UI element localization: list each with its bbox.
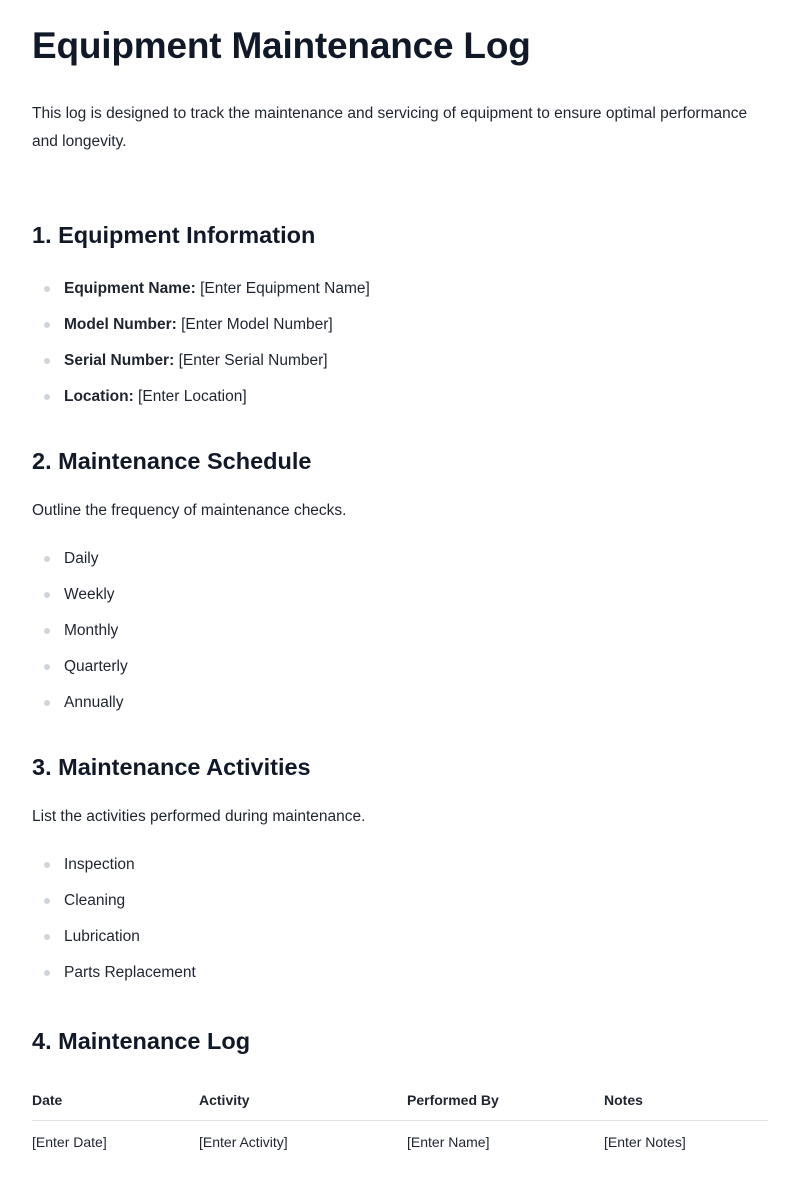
list-item — [32, 962, 768, 998]
section-heading-maintenance-schedule: 2. Maintenance Schedule — [32, 448, 312, 474]
list-item-model-number — [32, 314, 768, 350]
list-item — [32, 692, 768, 728]
section-heading-maintenance-log: 4. Maintenance Log — [32, 1028, 251, 1054]
list-item-text: Monthly — [64, 622, 119, 639]
field-label: Serial Number: — [64, 352, 175, 369]
column-header-performed-by: Performed By — [407, 1080, 604, 1121]
section-heading-equipment-information: 1. Equipment Information — [32, 222, 316, 248]
intro-paragraph: This log is designed to track the maintenance and servicing of equipment to ensure optimal performance and longevity. — [32, 105, 748, 150]
list-item-serial-number — [32, 350, 768, 386]
list-item-equipment-name — [32, 278, 768, 314]
bullet-icon — [44, 592, 50, 598]
bullet-icon — [44, 934, 50, 940]
table-cell-date: [Enter Date] — [32, 1134, 107, 1150]
field-value: [Enter Equipment Name] — [195, 280, 370, 297]
list-item — [32, 620, 768, 656]
list-item-text: Parts Replacement — [64, 964, 196, 981]
list-item-text: Weekly — [64, 586, 115, 603]
column-header-notes: Notes — [604, 1080, 768, 1121]
field-label: Equipment Name: — [64, 280, 196, 297]
bullet-icon — [44, 286, 50, 292]
equipment-info-list — [32, 278, 768, 422]
list-item-text: Annually — [64, 694, 124, 711]
table-cell-activity: [Enter Activity] — [199, 1134, 288, 1150]
field-value: [Enter Model Number] — [176, 316, 333, 333]
activities-list — [32, 854, 768, 998]
bullet-icon — [44, 664, 50, 670]
list-item-text: Cleaning — [64, 892, 126, 909]
list-item — [32, 656, 768, 692]
list-item-text: Lubrication — [64, 928, 140, 945]
list-item — [32, 926, 768, 962]
field-label: Model Number: — [64, 316, 177, 333]
bullet-icon — [44, 556, 50, 562]
field-label: Location: — [64, 388, 134, 405]
activities-description: List the activities performed during maintenance. — [32, 808, 366, 825]
bullet-icon — [44, 862, 50, 868]
bullet-icon — [44, 898, 50, 904]
list-item-text: Daily — [64, 550, 99, 567]
bullet-icon — [44, 358, 50, 364]
schedule-description: Outline the frequency of maintenance checks. — [32, 502, 347, 519]
list-item — [32, 890, 768, 926]
bullet-icon — [44, 700, 50, 706]
table-row — [32, 1121, 768, 1164]
bullet-icon — [44, 628, 50, 634]
list-item — [32, 548, 768, 584]
list-item — [32, 584, 768, 620]
bullet-icon — [44, 322, 50, 328]
table-cell-notes: [Enter Notes] — [604, 1134, 686, 1150]
bullet-icon — [44, 394, 50, 400]
schedule-list — [32, 548, 768, 728]
table-header-row — [32, 1080, 768, 1121]
list-item — [32, 854, 768, 890]
list-item-text: Inspection — [64, 856, 135, 873]
table-cell-performed-by: [Enter Name] — [407, 1134, 490, 1150]
section-heading-maintenance-activities: 3. Maintenance Activities — [32, 754, 311, 780]
maintenance-log-table — [32, 1080, 768, 1163]
page-title: Equipment Maintenance Log — [32, 25, 531, 66]
column-header-activity: Activity — [199, 1080, 407, 1121]
column-header-date: Date — [32, 1080, 199, 1121]
field-value: [Enter Serial Number] — [174, 352, 328, 369]
field-value: [Enter Location] — [133, 388, 247, 405]
list-item-text: Quarterly — [64, 658, 128, 675]
list-item-location — [32, 386, 768, 422]
bullet-icon — [44, 970, 50, 976]
